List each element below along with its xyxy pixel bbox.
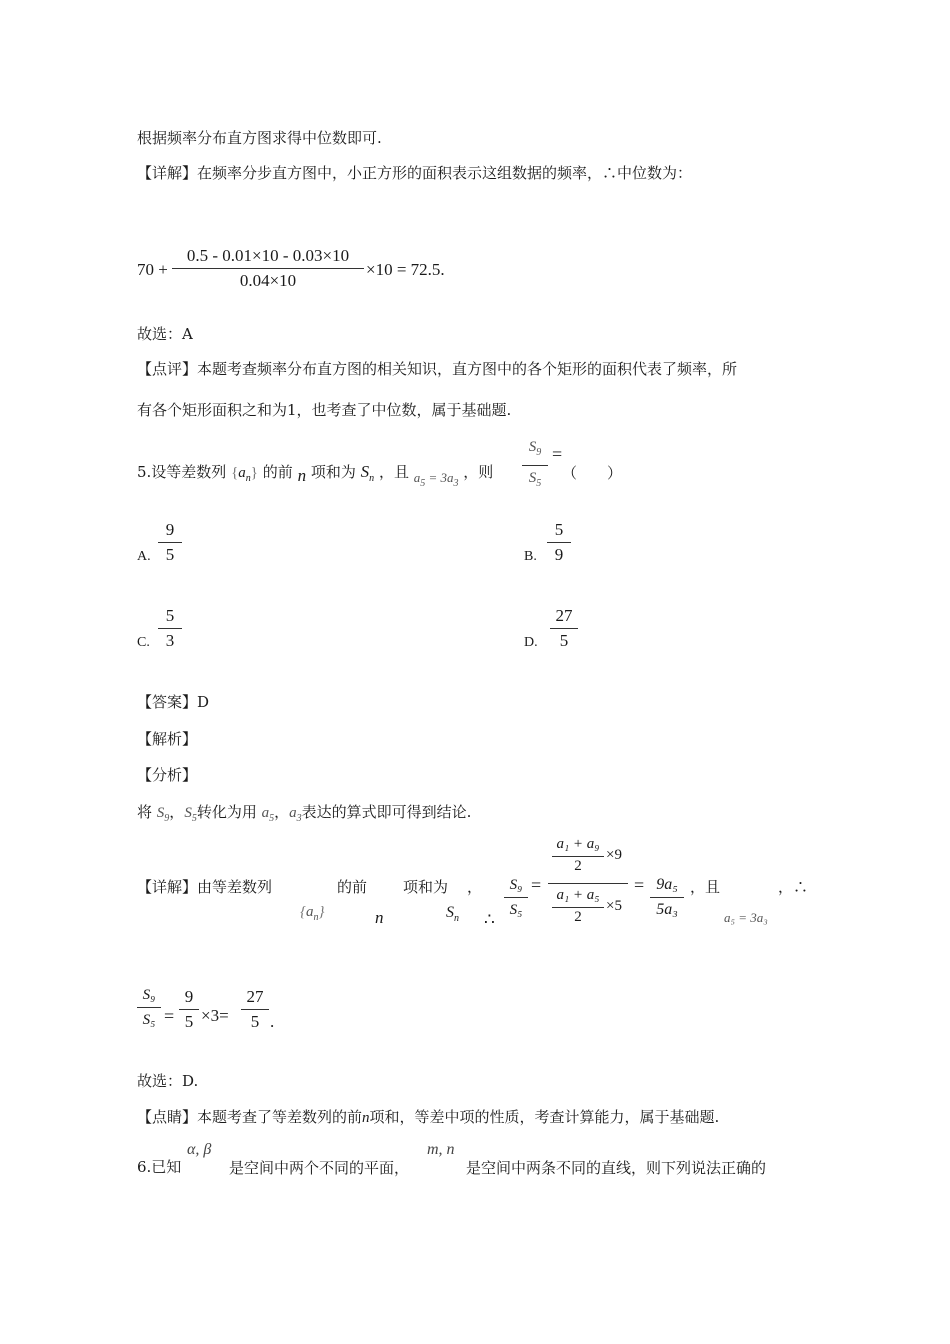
question-6-prefix: 6.已知 [137,1158,182,1176]
seq-brace-close: } [250,465,258,481]
fraction-denominator: 0.04×10 [239,271,297,290]
fraction-bar [172,268,364,269]
main-bar [548,883,628,884]
therefore-symbol: ∴ [484,910,495,929]
review-text: 本题考查频率分布直方图的相关知识，直方图中的各个矩形的面积代表了频率，所 [197,360,738,378]
q5-ratio-fraction [522,437,548,494]
s9-over-s5 [504,875,528,920]
res-den: 5a₃ [656,901,678,918]
seq-brace-open: { [231,465,239,481]
sn-sub: n [454,913,459,924]
q-text: ，且 [378,463,409,481]
fx-text: 转化为用 [196,803,257,821]
fx-text: 表达的算式即可得到结论. [301,803,472,821]
eq: = [531,875,542,895]
num: 27 [246,987,264,1006]
fraction-bar [241,1009,269,1010]
res-num: 9a₅ [656,876,678,893]
detail2-text: 由等差数列 [197,878,273,896]
detail2-line [137,876,272,897]
s5: S [184,805,192,821]
condition [413,470,459,489]
a3: a [289,805,297,821]
condition: a₅ = 3a₃ [724,910,768,925]
fraction-numerator: 0.5 - 0.01×10 - 0.03×10 [186,246,350,265]
sn-symbol [446,904,459,924]
q-text: 的前 [262,463,293,481]
a3-symbol [289,805,302,824]
detail2-text: ，且 [690,878,721,896]
big-num-mult: ×9 [606,847,622,863]
question-prefix: 5.设等差数列 [137,463,227,481]
option-b-label[interactable]: B. [524,549,537,564]
seq-an [300,904,325,923]
fraction-bar [137,1007,161,1008]
choice-text: 故选：A [137,325,193,343]
option-den: 9 [554,545,564,564]
period: . [270,1012,275,1031]
fraction-bar [522,465,548,466]
cond-mid: = 3a [425,470,454,485]
big-den-mult: ×5 [606,898,622,914]
alpha-beta: α, β [187,1141,212,1158]
text-line: 根据频率分布直方图求得中位数即可. [137,129,382,147]
mult: ×3= [201,1006,229,1025]
formula-tail: ×10 = 72.5. [366,260,445,279]
s5-symbol [184,805,197,824]
option-den: 3 [165,631,175,650]
eq: = [164,1006,175,1026]
fenxi-heading: 【分析】 [137,766,198,784]
cond-sub2: 3 [453,478,459,489]
q-text: ，则 [463,463,494,481]
n-symbol: n [362,1110,370,1126]
fraction-bar [158,542,182,543]
detail-label: 【详解】 [137,164,198,182]
fraction-bar [504,897,528,898]
detail-text: 在频率分步直方图中，小正方形的面积表示这组数据的频率，∴中位数为： [197,164,693,182]
seq-symbol: a [238,465,246,481]
option-den: 5 [559,631,569,650]
a5: a [261,805,270,821]
sn: S [446,904,454,921]
s-symbol: S [360,462,370,481]
a5-sub: 5 [269,813,275,824]
s9-sub: 9 [164,813,170,824]
option-num: 5 [165,606,175,625]
s-sub: n [369,473,375,484]
formula-lead: 70 + [137,260,168,279]
ratio-den [522,468,548,494]
option-num: 9 [165,520,175,539]
ratio-num [522,437,548,463]
detail2-text: 项和为 [403,878,449,896]
fx-text: 将 [137,803,153,821]
big-num-den: 2 [574,858,582,874]
q6-text: 是空间中两条不同的直线，则下列说法正确的 [466,1159,767,1177]
fx-comma: ， [274,803,290,821]
seq-sub: n [313,912,319,923]
ratio-eq: = [552,444,563,464]
detail2-text: 的前 [337,878,368,896]
option-a-label[interactable]: A. [137,549,151,564]
s9: S [156,805,165,821]
s9-symbol [156,805,170,824]
den: S₅ [142,1012,156,1028]
seq-sub: n [245,473,251,484]
answer-line: 【答案】D [137,693,210,711]
ratio-num-sub: 9 [536,447,542,458]
den: 5 [184,1012,194,1031]
fraction-bar [552,856,604,857]
cond-a: a [413,470,421,485]
fraction-bar [158,628,182,629]
review-paragraph [137,359,737,379]
ratio-num-s: S [528,439,537,455]
seq-a: a [306,904,314,920]
big-num-top: a₁ + a₉ [556,836,600,852]
remark-line [137,1107,719,1128]
big-fraction [548,836,628,931]
detail2-text: ， [467,878,483,896]
option-d-fraction[interactable] [550,606,578,651]
brace-close: } [318,904,325,920]
den: S₅ [509,902,523,918]
cond-sub: 5 [420,478,426,489]
answer-paren: （ ） [562,466,623,482]
fraction-bar [650,897,684,898]
m-n: m, n [427,1141,455,1158]
num: S₉ [142,987,156,1003]
big-den-top: a₁ + a₅ [556,887,600,903]
brace-open: { [300,904,306,920]
remark-text: 【点睛】本题考查了等差数列的前 [137,1108,363,1126]
option-c-label[interactable]: C. [137,635,150,650]
num: S₉ [509,877,523,893]
den: 5 [250,1012,260,1031]
choice-text-2: 故选：D. [137,1072,199,1090]
review-label: 【点评】 [137,360,198,378]
remark-text-2: 项和，等差中项的性质，考查计算能力，属于基础题. [369,1108,720,1126]
question-5 [137,462,493,494]
fenxi-text [137,802,471,829]
fx-comma: ， [169,803,185,821]
s5-sub: 5 [191,813,197,824]
fraction-bar [179,1009,199,1010]
median-fraction [172,246,364,291]
option-num: 5 [554,520,564,539]
option-b-fraction[interactable] [547,520,571,565]
option-a-fraction[interactable] [158,520,182,565]
nine-fifths [179,987,199,1032]
eq2: = [634,875,645,895]
n-symbol: n [375,908,384,927]
detail2-text: ，∴ [778,878,809,896]
option-d-label[interactable]: D. [524,635,538,650]
review-text-2: 有各个矩形面积之和为1，也考查了中位数，属于基础题. [137,401,512,419]
fraction-bar [547,542,571,543]
detail2-label: 【详解】 [137,878,198,896]
ratio-den-s: S [528,470,537,486]
result-fraction [650,875,684,920]
analysis-heading: 【解析】 [137,730,198,748]
option-c-fraction[interactable] [158,606,182,651]
option-den: 5 [165,545,175,564]
a5-symbol [261,805,275,824]
q-text: 项和为 [310,463,356,481]
a3-sub: 3 [296,813,302,824]
fraction-bar [552,907,604,908]
q6-text: 是空间中两个不同的平面， [229,1159,410,1177]
big-den-den: 2 [574,909,582,925]
big-num [548,836,628,880]
detail-paragraph [137,163,692,183]
n-symbol: n [297,466,307,485]
big-den [548,887,628,931]
ratio-den-sub: 5 [536,478,542,489]
num: 9 [184,987,194,1006]
option-num: 27 [555,606,573,625]
result [241,987,269,1032]
fraction-bar [550,628,578,629]
final-ratio [137,985,161,1030]
